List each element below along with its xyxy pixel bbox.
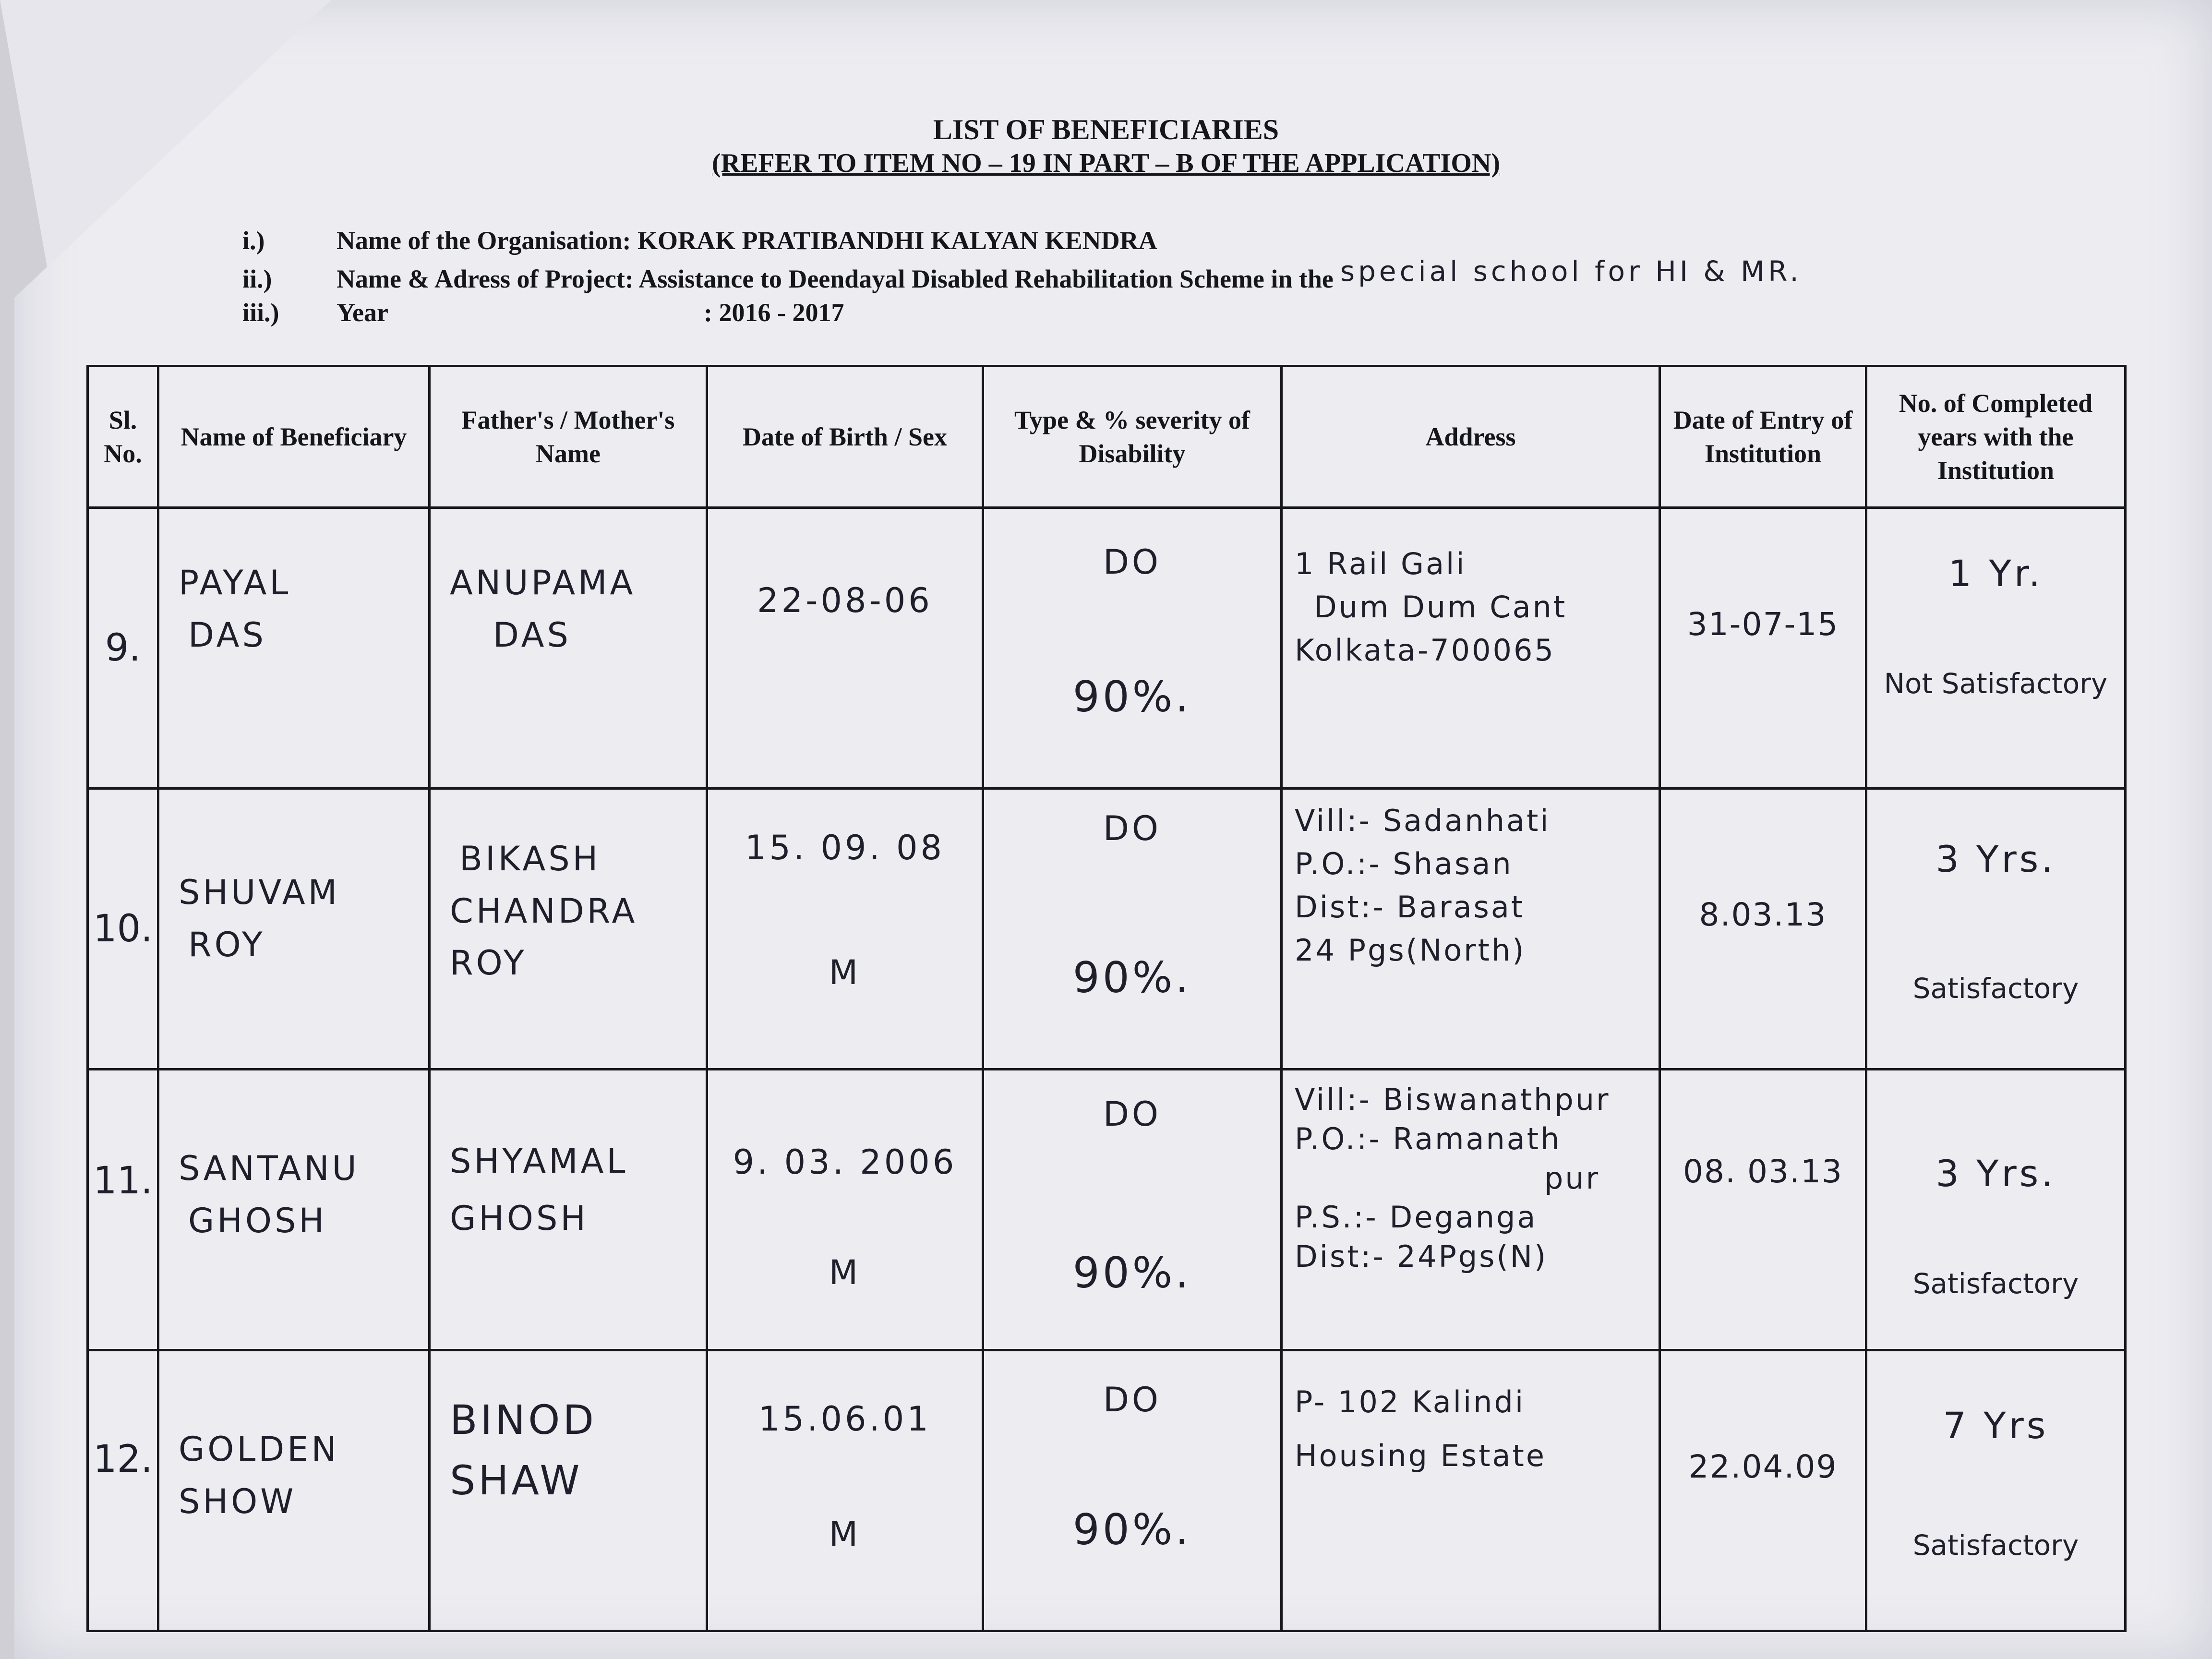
name-line: SHUVAM bbox=[179, 873, 340, 912]
sl-no: 11. bbox=[93, 1159, 153, 1202]
year-value: : 2016 - 2017 bbox=[704, 298, 844, 327]
dob-sex-cell bbox=[707, 789, 983, 1070]
beneficiary-name-cell bbox=[158, 789, 430, 1070]
entry-date-cell bbox=[1660, 789, 1866, 1070]
sex: M bbox=[829, 1253, 861, 1292]
address-line: P.O.:- Shasan bbox=[1295, 846, 1513, 881]
sl-no-cell bbox=[88, 1350, 158, 1631]
info-number: ii.) bbox=[242, 264, 272, 293]
remark: Satisfactory bbox=[1912, 972, 2079, 1005]
disability-cell bbox=[983, 1070, 1282, 1350]
sl-no-cell bbox=[88, 1070, 158, 1350]
address-line: Vill:- Sadanhati bbox=[1295, 803, 1551, 838]
address-line: P- 102 Kalindi bbox=[1295, 1384, 1526, 1419]
entry-date: 22.04.09 bbox=[1688, 1448, 1838, 1485]
address-line: Vill:- Biswanathpur bbox=[1295, 1082, 1611, 1117]
info-label: Name & Adress of Project: bbox=[337, 264, 634, 293]
address-cell bbox=[1282, 508, 1660, 789]
column-header-completed-years: No. of Completed years with the Institution bbox=[1866, 366, 2126, 508]
completed-years-cell bbox=[1866, 1070, 2126, 1350]
disability-severity: 90%. bbox=[1072, 953, 1192, 1002]
table-row bbox=[88, 1350, 2126, 1631]
disability-severity: 90%. bbox=[1072, 672, 1192, 721]
beneficiary-name-cell bbox=[158, 1070, 430, 1350]
address-line: 24 Pgs(North) bbox=[1295, 932, 1526, 968]
date-of-birth: 15.06.01 bbox=[758, 1399, 931, 1439]
date-of-birth: 9. 03. 2006 bbox=[733, 1142, 957, 1182]
dob-sex-cell bbox=[707, 1070, 983, 1350]
info-year bbox=[242, 298, 844, 327]
dob-sex-cell bbox=[707, 508, 983, 789]
parent-name-cell bbox=[430, 1350, 707, 1631]
disability-type: DO bbox=[1103, 809, 1161, 848]
entry-date-cell bbox=[1660, 1070, 1866, 1350]
disability-cell bbox=[983, 789, 1282, 1070]
info-number: iii.) bbox=[242, 298, 279, 327]
name-line: ROY bbox=[188, 925, 265, 964]
beneficiaries-table bbox=[86, 365, 2127, 1632]
sex: M bbox=[829, 953, 861, 992]
table-row bbox=[88, 1070, 2126, 1350]
remark: Not Satisfactory bbox=[1884, 667, 2108, 700]
completed-years-cell bbox=[1866, 789, 2126, 1070]
name-line: GHOSH bbox=[188, 1201, 327, 1240]
parent-line: GHOSH bbox=[450, 1199, 589, 1238]
address-line: Dum Dum Cant bbox=[1314, 589, 1567, 625]
parent-line: ROY bbox=[450, 943, 527, 983]
address-line: Kolkata-700065 bbox=[1295, 632, 1555, 668]
disability-type: DO bbox=[1103, 542, 1161, 582]
document-title: LIST OF BENEFICIARIES bbox=[933, 114, 1279, 145]
completed-years-cell bbox=[1866, 508, 2126, 789]
info-label: Year bbox=[337, 298, 388, 327]
parent-line: BIKASH bbox=[459, 839, 601, 878]
parent-line: BINOD bbox=[450, 1396, 597, 1443]
parent-line: CHANDRA bbox=[450, 891, 638, 931]
date-of-birth: 22-08-06 bbox=[757, 581, 933, 620]
beneficiary-name-cell bbox=[158, 508, 430, 789]
remark: Satisfactory bbox=[1912, 1267, 2079, 1300]
project-name: Assistance to Deendayal Disabled Rehabilitation Scheme in the bbox=[638, 264, 1334, 293]
project-handwritten-note: special school for HI & MR. bbox=[1340, 255, 1802, 288]
sl-no-cell bbox=[88, 508, 158, 789]
disability-type: DO bbox=[1103, 1094, 1161, 1134]
name-line: GOLDEN bbox=[179, 1430, 339, 1469]
address-line: P.S.:- Deganga bbox=[1295, 1200, 1538, 1235]
info-number: i.) bbox=[242, 226, 265, 255]
address-line: 1 Rail Gali bbox=[1295, 546, 1467, 581]
address-cell bbox=[1282, 789, 1660, 1070]
name-line: SHOW bbox=[179, 1481, 297, 1521]
entry-date: 8.03.13 bbox=[1699, 896, 1827, 933]
sl-no: 12. bbox=[93, 1438, 153, 1481]
disability-severity: 90%. bbox=[1072, 1505, 1192, 1554]
sl-no: 9. bbox=[105, 626, 141, 670]
address-line: pur bbox=[1544, 1160, 1600, 1196]
parent-name-cell bbox=[430, 508, 707, 789]
address-line: Dist:- Barasat bbox=[1295, 889, 1525, 925]
completed-years-cell bbox=[1866, 1350, 2126, 1631]
name-line: SANTANU bbox=[179, 1149, 360, 1188]
beneficiary-name-cell bbox=[158, 1350, 430, 1631]
date-of-birth: 15. 09. 08 bbox=[745, 828, 945, 867]
remark: Satisfactory bbox=[1912, 1529, 2079, 1562]
entry-date: 31-07-15 bbox=[1687, 605, 1839, 643]
dob-sex-cell bbox=[707, 1350, 983, 1631]
column-header-address: Address bbox=[1282, 366, 1660, 508]
column-header-dob-sex: Date of Birth / Sex bbox=[707, 366, 983, 508]
column-header-sl-no: Sl. No. bbox=[88, 366, 158, 508]
info-project bbox=[242, 255, 1802, 294]
address-cell bbox=[1282, 1350, 1660, 1631]
parent-name-cell bbox=[430, 789, 707, 1070]
beneficiaries-table-wrapper bbox=[86, 365, 2124, 1632]
address-line: P.O.:- Ramanath bbox=[1295, 1121, 1562, 1156]
entry-date: 08. 03.13 bbox=[1683, 1153, 1843, 1190]
disability-type: DO bbox=[1103, 1380, 1161, 1419]
column-header-disability: Type & % severity of Disability bbox=[983, 366, 1282, 508]
disability-cell bbox=[983, 1350, 1282, 1631]
completed-years: 3 Yrs. bbox=[1936, 1152, 2056, 1195]
address-cell bbox=[1282, 1070, 1660, 1350]
completed-years: 7 Yrs bbox=[1943, 1404, 2049, 1447]
parent-name-cell bbox=[430, 1070, 707, 1350]
address-line: Housing Estate bbox=[1295, 1438, 1546, 1473]
parent-line: DAS bbox=[493, 615, 571, 655]
address-line: Dist:- 24Pgs(N) bbox=[1295, 1239, 1548, 1274]
table-row bbox=[88, 508, 2126, 789]
name-line: PAYAL bbox=[179, 563, 291, 602]
parent-line: SHYAMAL bbox=[450, 1142, 628, 1181]
document-subtitle: (REFER TO ITEM NO – 19 IN PART – B OF THE APPLICATION) bbox=[712, 148, 1500, 178]
entry-date-cell bbox=[1660, 508, 1866, 789]
column-header-beneficiary-name: Name of Beneficiary bbox=[158, 366, 430, 508]
info-label: Name of the Organisation: bbox=[337, 226, 631, 255]
sex: M bbox=[829, 1515, 861, 1554]
info-organisation bbox=[242, 226, 1157, 255]
column-header-parent-name: Father's / Mother's Name bbox=[430, 366, 707, 508]
name-line: DAS bbox=[188, 615, 266, 655]
entry-date-cell bbox=[1660, 1350, 1866, 1631]
disability-severity: 90%. bbox=[1072, 1248, 1192, 1298]
parent-line: SHAW bbox=[450, 1457, 583, 1504]
sl-no-cell bbox=[88, 789, 158, 1070]
column-header-entry-date: Date of Entry of Institution bbox=[1660, 366, 1866, 508]
table-row bbox=[88, 789, 2126, 1070]
disability-cell bbox=[983, 508, 1282, 789]
parent-line: ANUPAMA bbox=[450, 563, 636, 602]
organisation-name: KORAK PRATIBANDHI KALYAN KENDRA bbox=[637, 226, 1157, 255]
sl-no: 10. bbox=[93, 907, 153, 950]
completed-years: 1 Yr. bbox=[1948, 552, 2044, 595]
completed-years: 3 Yrs. bbox=[1936, 838, 2056, 880]
